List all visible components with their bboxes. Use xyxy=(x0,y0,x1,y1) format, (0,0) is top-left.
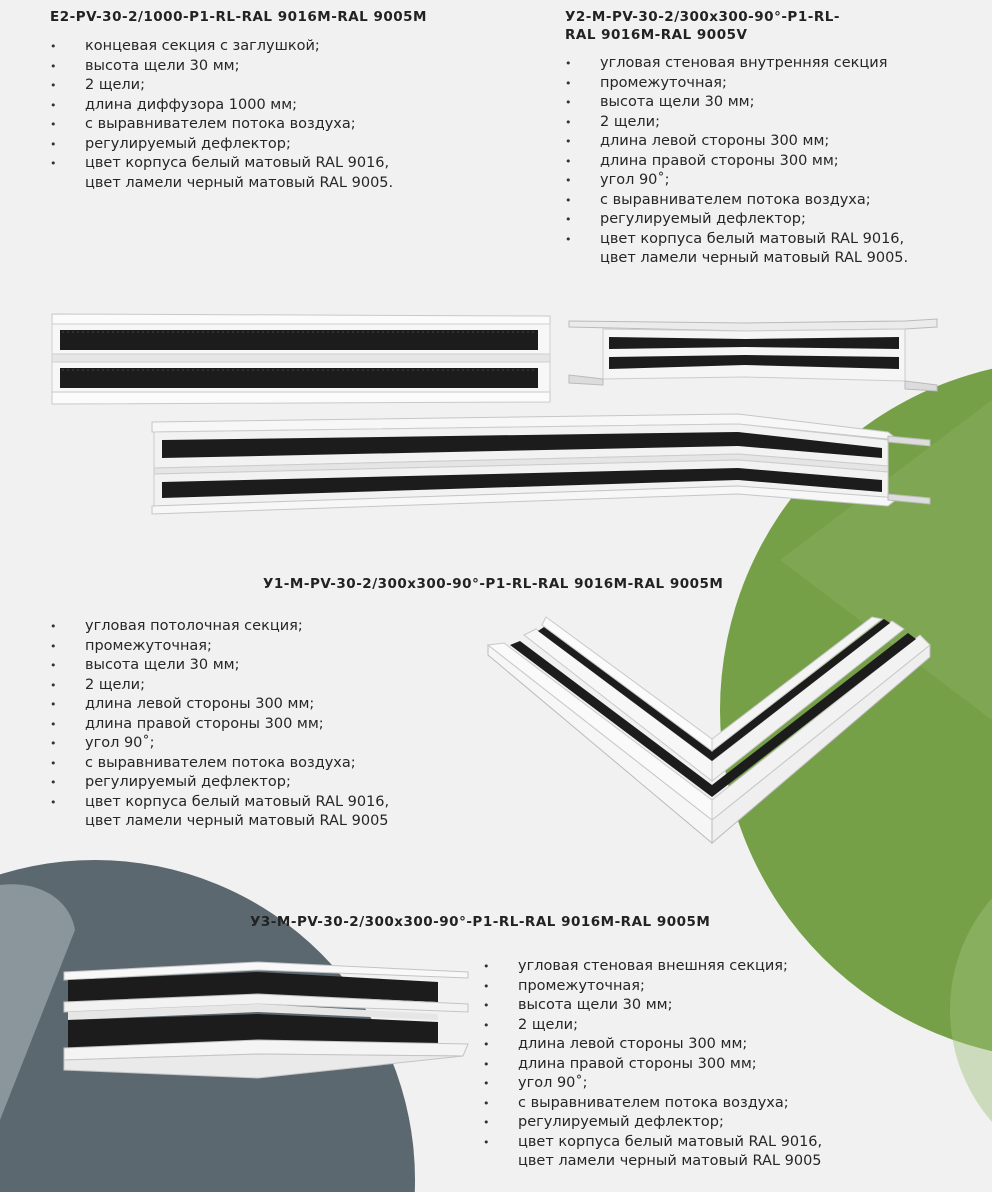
product-image-y2-inner-corner xyxy=(565,315,945,395)
spec-item: • регулируемый дефлектор; xyxy=(50,773,723,793)
spec-item: • регулируемый дефлектор; xyxy=(50,135,427,155)
spec-item: • 2 щели; xyxy=(50,676,723,696)
spec-item: • цвет корпуса белый матовый RAL 9016, xyxy=(50,793,723,813)
section-y3 xyxy=(250,913,823,1172)
section-y3-spec-list xyxy=(483,957,822,1172)
spec-item: • 2 щели; xyxy=(50,76,427,96)
spec-item: • высота щели 30 мм; xyxy=(50,656,723,676)
spec-item: • длина диффузора 1000 мм; xyxy=(50,96,427,116)
section-e2-title: E2-PV-30-2/1000-P1-RL-RAL 9016M-RAL 9005M xyxy=(50,9,427,25)
spec-item: • регулируемый дефлектор; xyxy=(483,1113,822,1133)
spec-item: • 2 щели; xyxy=(565,113,908,133)
spec-item-continued: цвет ламели черный матовый RAL 9005. xyxy=(85,174,394,191)
spec-item: • длина правой стороны 300 мм; xyxy=(50,715,723,735)
spec-item: • концевая секция с заглушкой; xyxy=(50,37,427,57)
spec-item: • длина правой стороны 300 мм; xyxy=(483,1055,822,1075)
section-y3-title: У3-М-PV-30-2/300х300-90°-P1-RL-RAL 9016M-RAL 9005M xyxy=(250,914,711,930)
section-y2-title-line1: У2-М-PV-30-2/300х300-90°-P1-RL- xyxy=(565,9,840,25)
spec-item: • длина левой стороны 300 мм; xyxy=(50,695,723,715)
spec-item: • высота щели 30 мм; xyxy=(483,996,822,1016)
spec-item: • угловая стеновая внутренняя секция xyxy=(565,54,908,74)
product-image-e2-straight-diffuser xyxy=(48,310,558,410)
spec-item: • регулируемый дефлектор; xyxy=(565,210,908,230)
spec-item: • цвет корпуса белый матовый RAL 9016, xyxy=(483,1133,822,1153)
spec-item: • цвет корпуса белый матовый RAL 9016, xyxy=(50,154,427,174)
section-y2-spec-list xyxy=(565,54,908,269)
spec-item: • с выравнивателем потока воздуха; xyxy=(565,191,908,211)
spec-item: • промежуточная; xyxy=(483,977,822,997)
spec-item-continued: цвет ламели черный матовый RAL 9005 xyxy=(85,813,389,829)
spec-item: • с выравнивателем потока воздуха; xyxy=(50,115,427,135)
spec-item: • высота щели 30 мм; xyxy=(50,57,427,77)
section-y2 xyxy=(565,8,908,269)
section-y2-title-line2: RAL 9016M-RAL 9005V xyxy=(565,27,748,43)
spec-item-continued: цвет ламели черный матовый RAL 9005. xyxy=(600,250,909,266)
spec-item: • длина левой стороны 300 мм; xyxy=(483,1035,822,1055)
section-e2 xyxy=(50,8,427,193)
spec-item: • угловая потолочная секция; xyxy=(50,617,723,637)
spec-item: • с выравнивателем потока воздуха; xyxy=(50,754,723,774)
spec-item: • угол 90˚; xyxy=(50,734,723,754)
spec-item: • длина правой стороны 300 мм; xyxy=(565,152,908,172)
spec-item: • длина левой стороны 300 мм; xyxy=(565,132,908,152)
spec-item: • угол 90˚; xyxy=(483,1074,822,1094)
spec-item: • с выравнивателем потока воздуха; xyxy=(483,1094,822,1114)
section-y1-title: У1-М-PV-30-2/300х300-90°-P1-RL-RAL 9016M-RAL 9005M xyxy=(263,576,724,592)
spec-item: • 2 щели; xyxy=(483,1016,822,1036)
spec-item: • угол 90˚; xyxy=(565,171,908,191)
product-image-y3-outer-corner xyxy=(58,958,473,1088)
product-image-y1-ceiling-corner xyxy=(480,615,940,850)
section-e2-spec-list xyxy=(50,37,427,193)
product-image-y2-corner-assembly xyxy=(148,410,938,520)
spec-item: • угловая стеновая внешняя секция; xyxy=(483,957,822,977)
spec-item: • промежуточная; xyxy=(565,74,908,94)
spec-item: • цвет корпуса белый матовый RAL 9016, xyxy=(565,230,908,250)
spec-item: • высота щели 30 мм; xyxy=(565,93,908,113)
spec-item: • промежуточная; xyxy=(50,637,723,657)
spec-item-continued: цвет ламели черный матовый RAL 9005 xyxy=(518,1153,822,1169)
